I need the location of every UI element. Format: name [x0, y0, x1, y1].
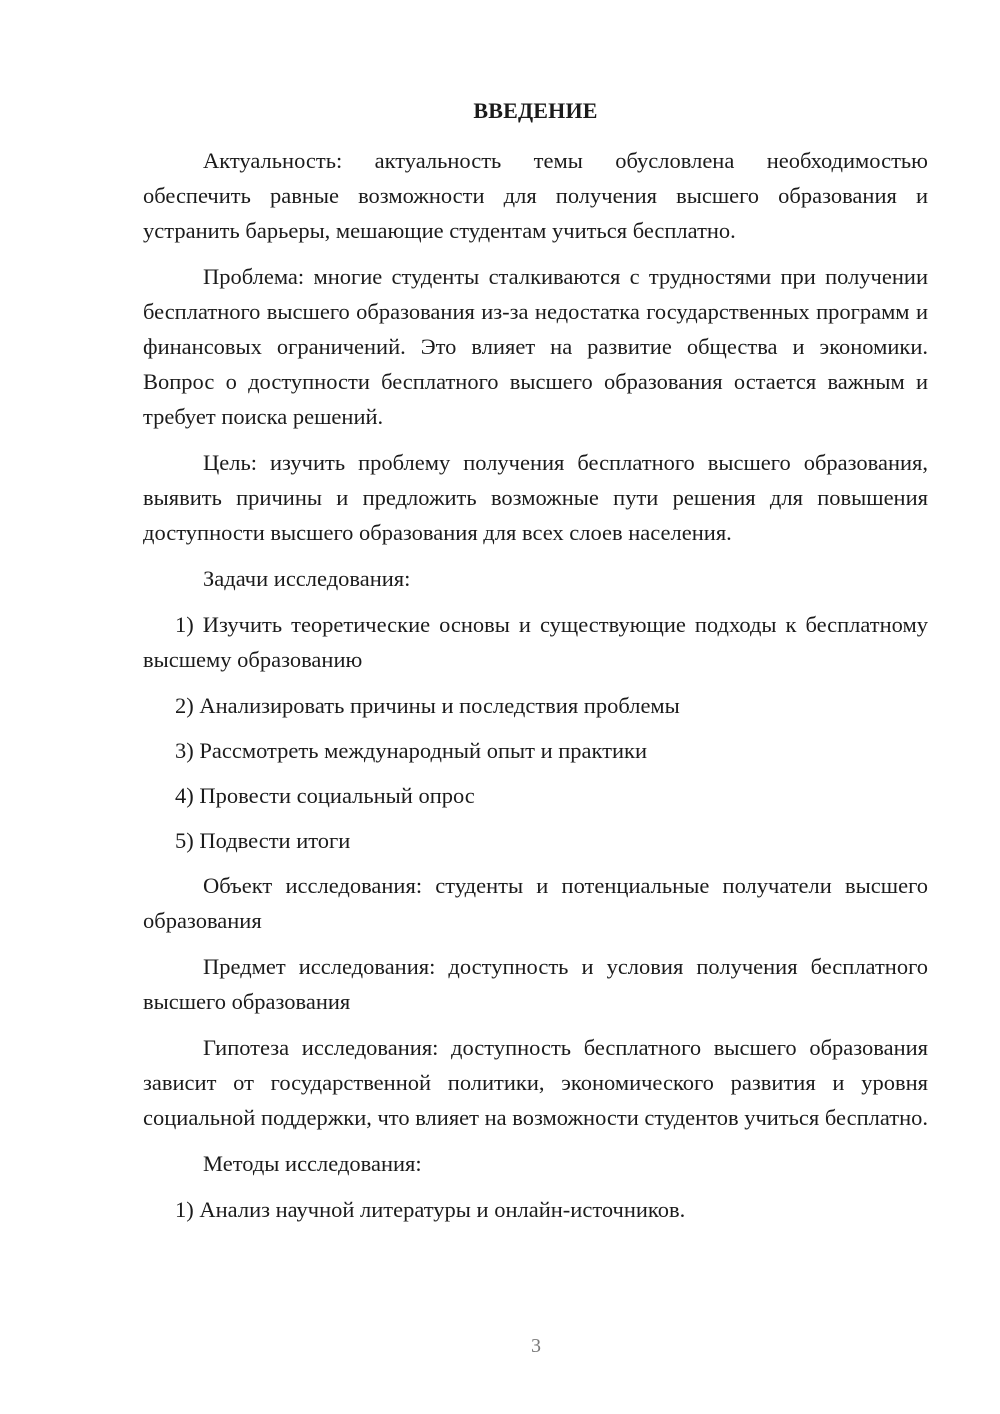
- task-item: 5) Подвести итоги: [175, 828, 351, 853]
- tasks-heading: Задачи исследования:: [203, 566, 411, 591]
- subject-paragraph: Предмет исследования: доступность и условия получения бесплатного высшего образования: [143, 954, 928, 1014]
- task-item: 4) Провести социальный опрос: [175, 783, 475, 808]
- object-paragraph: Объект исследования: студенты и потенциальные получатели высшего образования: [143, 873, 928, 933]
- page-number: 3: [531, 1335, 541, 1357]
- relevance-paragraph: Актуальность: актуальность темы обусловлена необходимостью обеспечить равные возможности для получения высшего образования и устранить барьеры, мешающие студентам учиться бесплатно.: [143, 148, 928, 243]
- problem-paragraph: Проблема: многие студенты сталкиваются с трудностями при получении бесплатного высшего образования из-за недостатка государственных программ и финансовых ограничений. Это влияет на развитие общества и экономики. Вопрос о доступности бесплатного высшего образования остается важным и требует поиска решений.: [143, 264, 928, 429]
- method-item: 1) Анализ научной литературы и онлайн-источников.: [175, 1197, 686, 1222]
- page-title: ВВЕДЕНИЕ: [473, 98, 598, 123]
- goal-paragraph: Цель: изучить проблему получения бесплатного высшего образования, выявить причины и предложить возможные пути решения для повышения доступности высшего образования для всех слоев населения.: [143, 450, 928, 545]
- task-item: 2) Анализировать причины и последствия проблемы: [175, 693, 680, 718]
- task-item: 1) Изучить теоретические основы и существующие подходы к бесплатному высшему образованию: [143, 612, 928, 672]
- task-item: 3) Рассмотреть международный опыт и практики: [175, 738, 648, 763]
- hypothesis-paragraph: Гипотеза исследования: доступность бесплатного высшего образования зависит от государственной политики, экономического развития и уровня социальной поддержки, что влияет на возможности студентов учиться бесплатно.: [143, 1035, 928, 1130]
- methods-heading: Методы исследования:: [203, 1151, 422, 1176]
- page-content: [143, 96, 928, 1237]
